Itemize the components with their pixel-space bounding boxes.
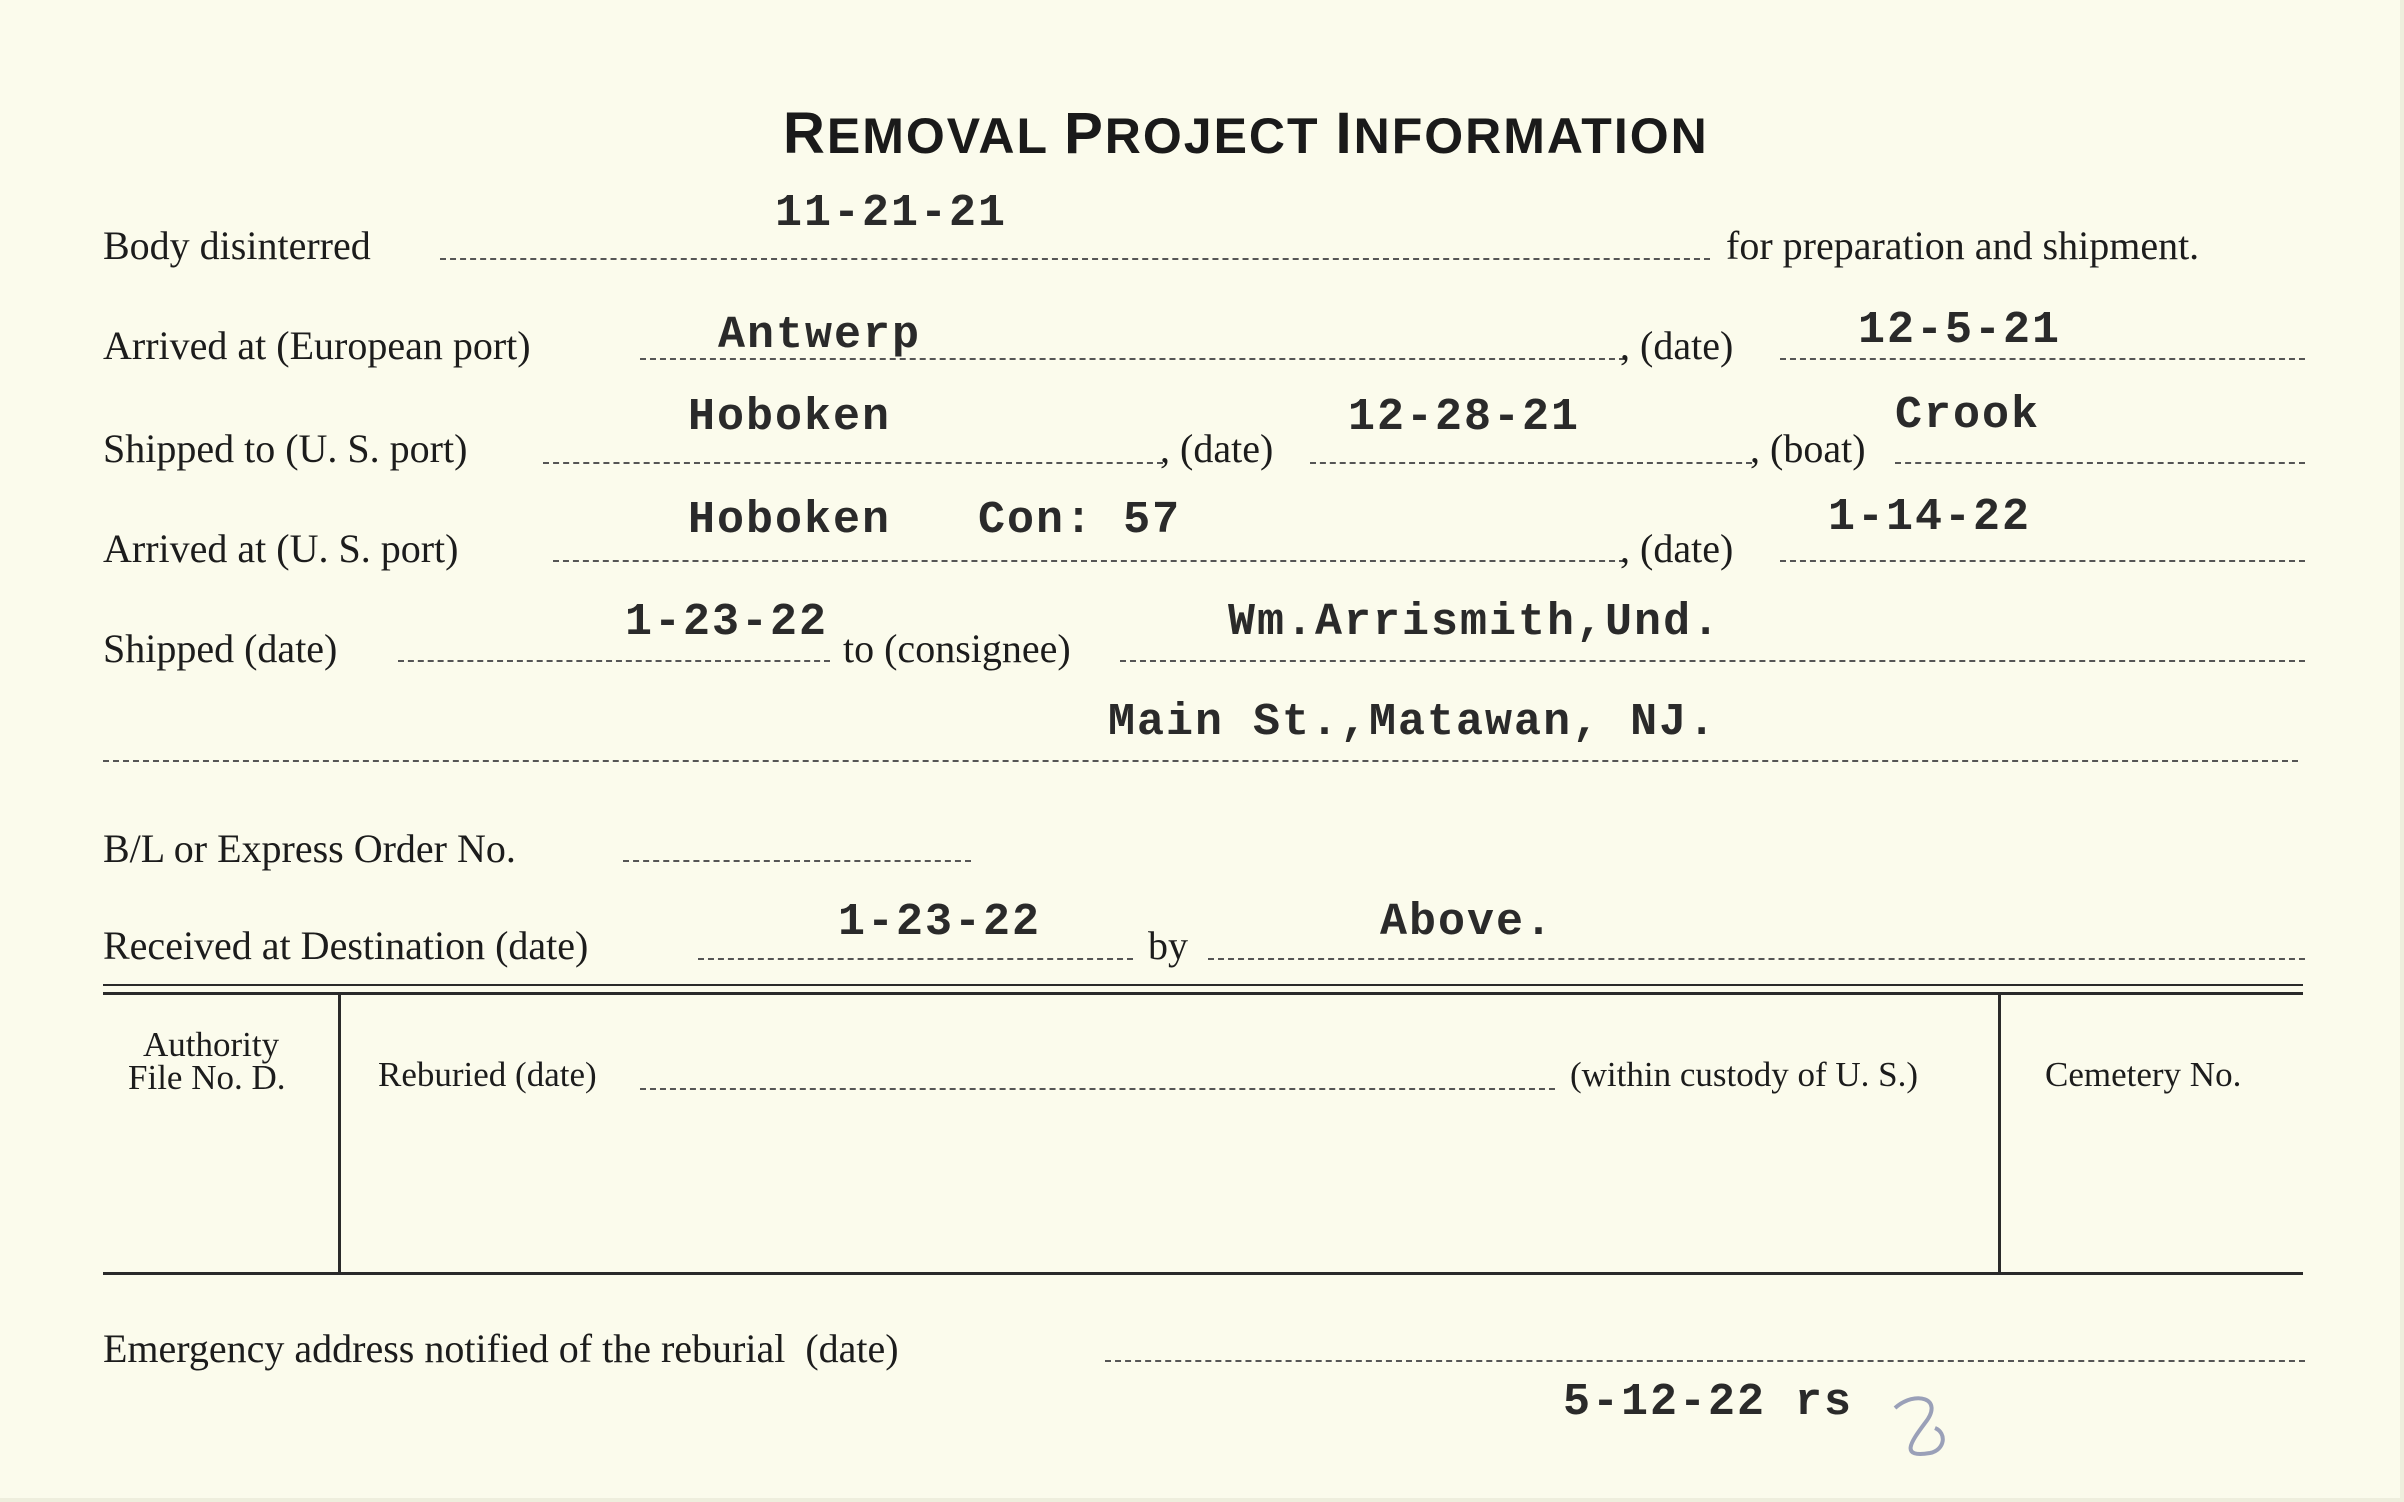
body-disinterred-value: 11-21-21 (775, 188, 1008, 239)
box-divider-left (338, 995, 341, 1272)
received-by-line (1208, 958, 2305, 960)
arrived-us-date-label: , (date) (1620, 526, 1734, 571)
shipped-us-boat-value: Crook (1895, 390, 2041, 441)
consignee-label: to (consignee) (843, 626, 1071, 671)
title-initial: R (783, 101, 827, 166)
arrived-european-date-label: , (date) (1620, 323, 1734, 368)
shipped-us-date-value: 12-28-21 (1348, 392, 1581, 443)
consignee-line (1120, 660, 2305, 662)
arrived-us-label: Arrived at (U. S. port) (103, 526, 459, 571)
shipped-us-date-line (1310, 462, 1752, 464)
reburied-line (640, 1088, 1555, 1090)
shipped-us-boat-label: , (boat) (1750, 426, 1866, 471)
shipped-date-value: 1-23-22 (625, 597, 829, 648)
authority-label-line1: Authority (143, 1025, 280, 1064)
bl-order-label: B/L or Express Order No. (103, 826, 516, 871)
arrived-us-date-line (1780, 560, 2305, 562)
arrived-european-value: Antwerp (718, 310, 922, 361)
divider-bottom (103, 1272, 2303, 1275)
shipped-us-line (543, 462, 1163, 464)
emergency-line (1105, 1360, 2305, 1362)
emergency-label: Emergency address notified of the reburial (date) (103, 1326, 899, 1371)
received-label: Received at Destination (date) (103, 923, 589, 968)
divider-top-2 (103, 992, 2303, 995)
address-line (103, 760, 2298, 762)
bl-order-line (623, 860, 971, 862)
received-line (698, 958, 1133, 960)
body-disinterred-suffix: for preparation and shipment. (1726, 223, 2200, 268)
title-word: ROJECT (1104, 108, 1320, 164)
body-disinterred-line (440, 258, 1710, 260)
authority-label-line2: File No. D. (128, 1058, 286, 1097)
reburied-label: Reburied (date) (378, 1055, 597, 1094)
handwritten-mark-icon (1885, 1388, 1955, 1468)
shipped-date-label: Shipped (date) (103, 626, 338, 671)
arrived-us-value: Hoboken Con: 57 (688, 495, 1182, 546)
arrived-european-label: Arrived at (European port) (103, 323, 531, 368)
divider-top (103, 984, 2303, 986)
consignee-value: Wm.Arrismith,Und. (1228, 597, 1722, 648)
arrived-us-line (553, 560, 1625, 562)
shipped-date-line (398, 660, 830, 662)
arrived-us-date-value: 1-14-22 (1828, 492, 2032, 543)
cemetery-label: Cemetery No. (2045, 1055, 2242, 1094)
box-divider-right (1998, 995, 2001, 1272)
title-word: NFORMATION (1353, 108, 1709, 164)
shipped-us-date-label: , (date) (1160, 426, 1274, 471)
title-word: EMOVAL (826, 108, 1049, 164)
emergency-value: 5-12-22 rs (1563, 1377, 1854, 1428)
title-initial: I (1335, 101, 1354, 166)
page-title (783, 100, 1709, 167)
received-by-label: by (1148, 923, 1188, 968)
body-disinterred-label: Body disinterred (103, 223, 371, 268)
shipped-us-label: Shipped to (U. S. port) (103, 426, 468, 471)
received-by-value: Above. (1380, 897, 1555, 948)
arrived-european-date-line (1780, 358, 2305, 360)
arrived-european-date-value: 12-5-21 (1858, 305, 2062, 356)
received-value: 1-23-22 (838, 897, 1042, 948)
consignee-address-value: Main St.,Matawan, NJ. (1108, 697, 1718, 748)
shipped-us-boat-line (1895, 462, 2305, 464)
title-initial: P (1064, 101, 1105, 166)
shipped-us-value: Hoboken (688, 392, 892, 443)
reburied-suffix: (within custody of U. S.) (1570, 1055, 1919, 1094)
